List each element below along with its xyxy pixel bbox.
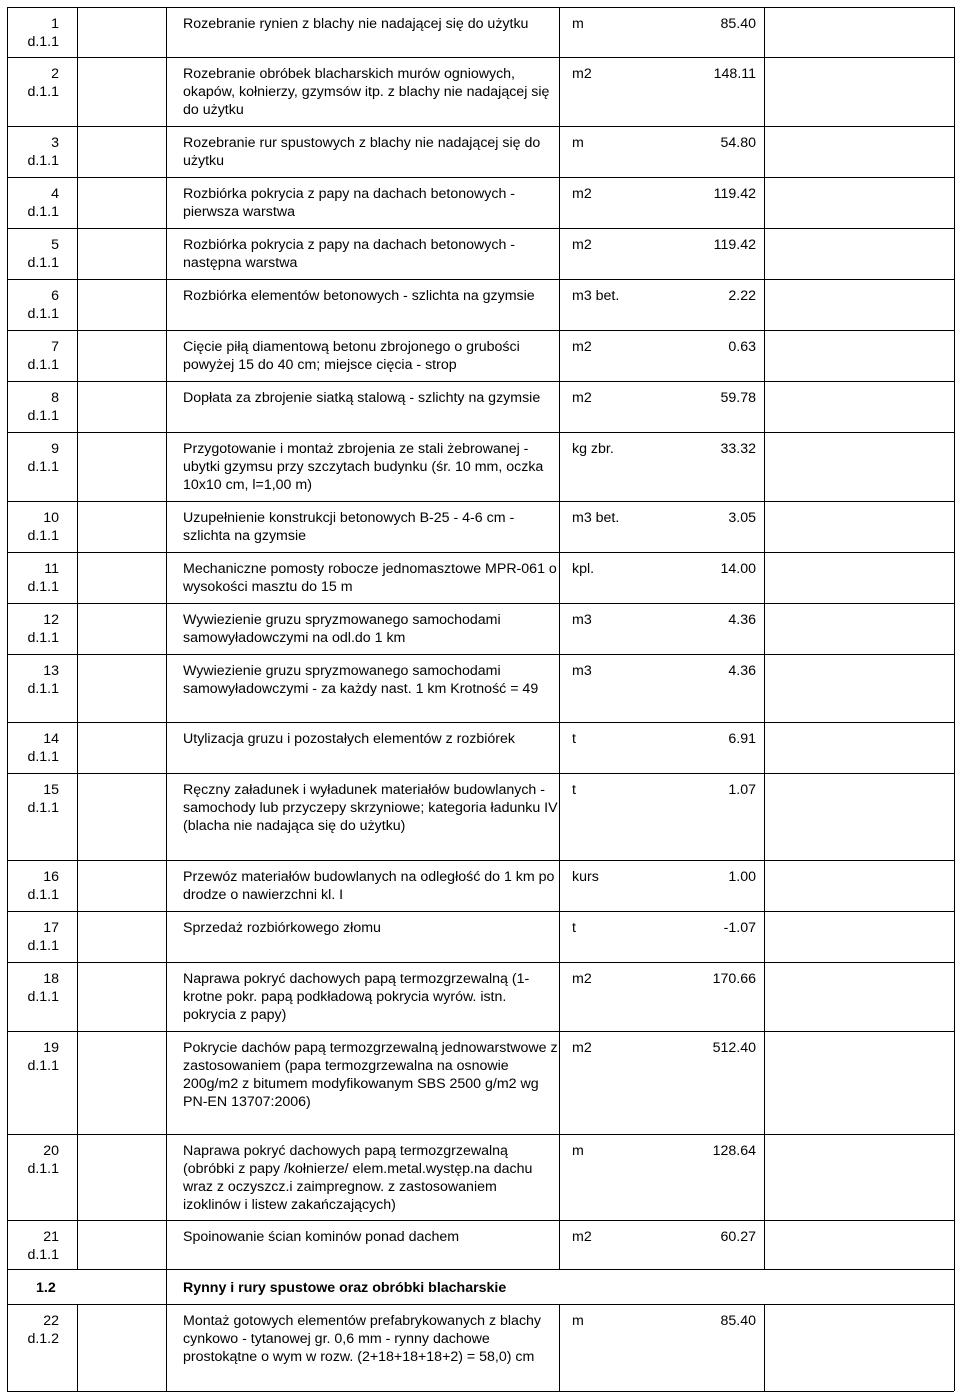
- item-description: Przygotowanie i montaż zbrojenia ze stali żebrowanej - ubytki gzymsu przy szczytach budynku (śr. 10 mm, oczka 10x10 cm, l=1,00 m): [183, 441, 544, 493]
- item-unit: m: [572, 1313, 584, 1329]
- column-divider: [954, 1269, 955, 1304]
- item-description: Rozebranie obróbek blacharskich murów ogniowych, okapów, kołnierzy, gzymsów itp. z blachy nie nadającej się do użytku: [183, 66, 550, 118]
- row-divider: [7, 603, 954, 604]
- item-unit: m: [572, 16, 584, 32]
- item-unit: t: [572, 731, 576, 747]
- item-number: 5: [51, 237, 59, 253]
- row-divider: [7, 1031, 954, 1032]
- item-code: d.1.1: [27, 153, 59, 169]
- row-divider: [7, 1269, 954, 1270]
- item-number: 2: [51, 66, 59, 82]
- item-unit: m2: [572, 1229, 592, 1245]
- row-divider: [7, 7, 954, 8]
- item-quantity: 128.64: [712, 1143, 756, 1159]
- row-divider: [7, 501, 954, 502]
- item-description: Przewóz materiałów budowlanych na odległość do 1 km po drodze o nawierzchni kl. I: [183, 869, 555, 903]
- item-quantity: 14.00: [720, 561, 756, 577]
- item-code: d.1.1: [27, 528, 59, 544]
- item-number: 12: [43, 612, 59, 628]
- row-divider: [7, 552, 954, 553]
- item-code: d.1.1: [27, 34, 59, 50]
- item-number: 4: [51, 186, 59, 202]
- item-description: Rozbiórka elementów betonowych - szlichta na gzymsie: [183, 288, 535, 304]
- item-quantity: 4.36: [728, 612, 756, 628]
- column-divider: [166, 1304, 167, 1391]
- item-quantity: 2.22: [728, 288, 756, 304]
- row-divider: [7, 57, 954, 58]
- item-description: Montaż gotowych elementów prefabrykowanych z blachy cynkowo - tytanowej gr. 0,6 mm - rynny dachowe prostokątne o wym w rozw. (2+18+18+18+2) = 58,0) cm: [183, 1313, 542, 1365]
- item-description: Mechaniczne pomosty robocze jednomasztowe MPR-061 o wysokości masztu do 15 m: [183, 561, 557, 595]
- item-quantity: 85.40: [720, 16, 756, 32]
- item-code: d.1.1: [27, 459, 59, 475]
- item-description: Uzupełnienie konstrukcji betonowych B-25 - 4-6 cm - szlichta na gzymsie: [183, 510, 515, 544]
- column-divider: [954, 7, 955, 1269]
- item-description: Ręczny załadunek i wyładunek materiałów budowlanych - samochody lub przyczepy skrzyniowe; kategoria ładunku IV (blacha nie nadająca się do użytku): [183, 782, 558, 834]
- column-divider: [764, 7, 765, 1269]
- row-divider: [7, 126, 954, 127]
- item-number: 9: [51, 441, 59, 457]
- item-code: d.1.1: [27, 408, 59, 424]
- column-divider: [559, 1304, 560, 1391]
- item-unit: m: [572, 1143, 584, 1159]
- item-unit: t: [572, 782, 576, 798]
- item-quantity: 0.63: [728, 339, 756, 355]
- item-number: 19: [43, 1040, 59, 1056]
- item-number: 15: [43, 782, 59, 798]
- item-description: Naprawa pokryć dachowych papą termozgrzewalną (obróbki z papy /kołnierze/ elem.metal.występ.na dachu wraz z oczyszcz.i zaimpregnow. z zastosowaniem izoklinów i listew zakańczających): [183, 1143, 533, 1213]
- item-number: 1: [51, 16, 59, 32]
- item-unit: m3 bet.: [572, 288, 620, 304]
- row-divider: [7, 228, 954, 229]
- column-divider: [7, 1269, 8, 1304]
- item-description: Cięcie piłą diamentową betonu zbrojonego o grubości powyżej 15 do 40 cm; miejsce cięcia - strop: [183, 339, 520, 373]
- item-quantity: 119.42: [713, 237, 756, 253]
- item-code: d.1.2: [27, 1331, 59, 1347]
- row-divider: [7, 773, 954, 774]
- item-unit: m3 bet.: [572, 510, 620, 526]
- item-unit: t: [572, 920, 576, 936]
- item-quantity: 148.11: [713, 66, 756, 82]
- item-unit: m: [572, 135, 584, 151]
- item-unit: m3: [572, 612, 592, 628]
- row-divider: [7, 860, 954, 861]
- item-description: Spoinowanie ścian kominów ponad dachem: [183, 1229, 460, 1245]
- item-code: d.1.1: [27, 204, 59, 220]
- item-quantity: 4.36: [728, 663, 756, 679]
- item-quantity: 3.05: [728, 510, 756, 526]
- section-number: 1.2: [36, 1280, 56, 1296]
- item-unit: kg zbr.: [572, 441, 614, 457]
- item-description: Wywiezienie gruzu spryzmowanego samochodami samowyładowczymi - za każdy nast. 1 km Krotność = 49: [183, 663, 539, 697]
- item-quantity: 60.27: [720, 1229, 756, 1245]
- column-divider: [77, 7, 78, 1269]
- item-code: d.1.1: [27, 357, 59, 373]
- row-divider: [7, 654, 954, 655]
- item-unit: m2: [572, 66, 592, 82]
- item-number: 16: [43, 869, 59, 885]
- row-divider: [7, 381, 954, 382]
- item-code: d.1.1: [27, 630, 59, 646]
- item-quantity: 85.40: [720, 1313, 756, 1329]
- item-quantity: -1.07: [723, 920, 756, 936]
- item-quantity: 1.07: [728, 782, 756, 798]
- row-divider: [7, 330, 954, 331]
- item-code: d.1.1: [27, 84, 59, 100]
- item-code: d.1.1: [27, 255, 59, 271]
- item-number: 22: [43, 1313, 59, 1329]
- item-number: 13: [43, 663, 59, 679]
- item-quantity: 1.00: [728, 869, 756, 885]
- item-description: Rozebranie rynien z blachy nie nadającej się do użytku: [183, 16, 529, 32]
- item-code: d.1.1: [27, 579, 59, 595]
- item-code: d.1.1: [27, 1161, 59, 1177]
- item-description: Utylizacja gruzu i pozostałych elementów z rozbiórek: [183, 731, 515, 747]
- row-divider: [7, 962, 954, 963]
- row-divider: [7, 911, 954, 912]
- row-divider: [7, 722, 954, 723]
- item-unit: m2: [572, 237, 592, 253]
- item-description: Wywiezienie gruzu spryzmowanego samochodami samowyładowczymi na odl.do 1 km: [183, 612, 501, 646]
- item-number: 20: [43, 1143, 59, 1159]
- item-code: d.1.1: [27, 1058, 59, 1074]
- item-unit: m2: [572, 971, 592, 987]
- item-description: Naprawa pokryć dachowych papą termozgrzewalną (1-krotne pokr. papą podkładową pokrycia wyrów. istn. pokrycia z papy): [183, 971, 530, 1023]
- item-unit: m2: [572, 339, 592, 355]
- column-divider: [764, 1304, 765, 1391]
- column-divider: [166, 7, 167, 1269]
- item-description: Pokrycie dachów papą termozgrzewalną jednowarstwowe z zastosowaniem (papa termozgrzewalna na osnowie 200g/m2 z bitumem modyfikowanym SBS 2500 g/m2 wg PN-EN 13707:2006): [183, 1040, 558, 1110]
- row-divider: [7, 1391, 954, 1392]
- item-number: 17: [43, 920, 59, 936]
- item-number: 7: [51, 339, 59, 355]
- item-quantity: 59.78: [720, 390, 756, 406]
- item-quantity: 170.66: [712, 971, 756, 987]
- item-quantity: 33.32: [720, 441, 756, 457]
- item-number: 8: [51, 390, 59, 406]
- column-divider: [77, 1304, 78, 1391]
- item-quantity: 119.42: [713, 186, 756, 202]
- item-unit: m2: [572, 186, 592, 202]
- row-divider: [7, 1134, 954, 1135]
- item-number: 6: [51, 288, 59, 304]
- item-description: Sprzedaż rozbiórkowego złomu: [183, 920, 381, 936]
- item-unit: m3: [572, 663, 592, 679]
- item-code: d.1.1: [27, 887, 59, 903]
- row-divider: [7, 432, 954, 433]
- item-unit: kpl.: [572, 561, 595, 577]
- row-divider: [7, 1220, 954, 1221]
- item-code: d.1.1: [27, 938, 59, 954]
- item-description: Rozbiórka pokrycia z papy na dachach betonowych - następna warstwa: [183, 237, 516, 271]
- item-code: d.1.1: [27, 989, 59, 1005]
- item-unit: m2: [572, 1040, 592, 1056]
- column-divider: [166, 1269, 167, 1304]
- item-description: Dopłata za zbrojenie siatką stalową - szlichty na gzymsie: [183, 390, 541, 406]
- item-code: d.1.1: [27, 1247, 59, 1263]
- row-divider: [7, 177, 954, 178]
- item-description: Rozbiórka pokrycia z papy na dachach betonowych - pierwsza warstwa: [183, 186, 516, 220]
- item-description: Rozebranie rur spustowych z blachy nie nadającej się do użytku: [183, 135, 541, 169]
- item-number: 3: [51, 135, 59, 151]
- item-code: d.1.1: [27, 681, 59, 697]
- column-divider: [559, 7, 560, 1269]
- item-code: d.1.1: [27, 306, 59, 322]
- item-code: d.1.1: [27, 749, 59, 765]
- section-title: Rynny i rury spustowe oraz obróbki blacharskie: [183, 1280, 507, 1296]
- item-quantity: 512.40: [712, 1040, 756, 1056]
- item-quantity: 6.91: [728, 731, 756, 747]
- row-divider: [7, 279, 954, 280]
- column-divider: [954, 1304, 955, 1391]
- row-divider: [7, 1304, 954, 1305]
- item-number: 10: [43, 510, 59, 526]
- item-number: 11: [44, 561, 59, 577]
- item-number: 21: [43, 1229, 59, 1245]
- item-code: d.1.1: [27, 800, 59, 816]
- item-quantity: 54.80: [720, 135, 756, 151]
- item-number: 18: [43, 971, 59, 987]
- item-number: 14: [43, 731, 59, 747]
- item-unit: kurs: [572, 869, 599, 885]
- item-unit: m2: [572, 390, 592, 406]
